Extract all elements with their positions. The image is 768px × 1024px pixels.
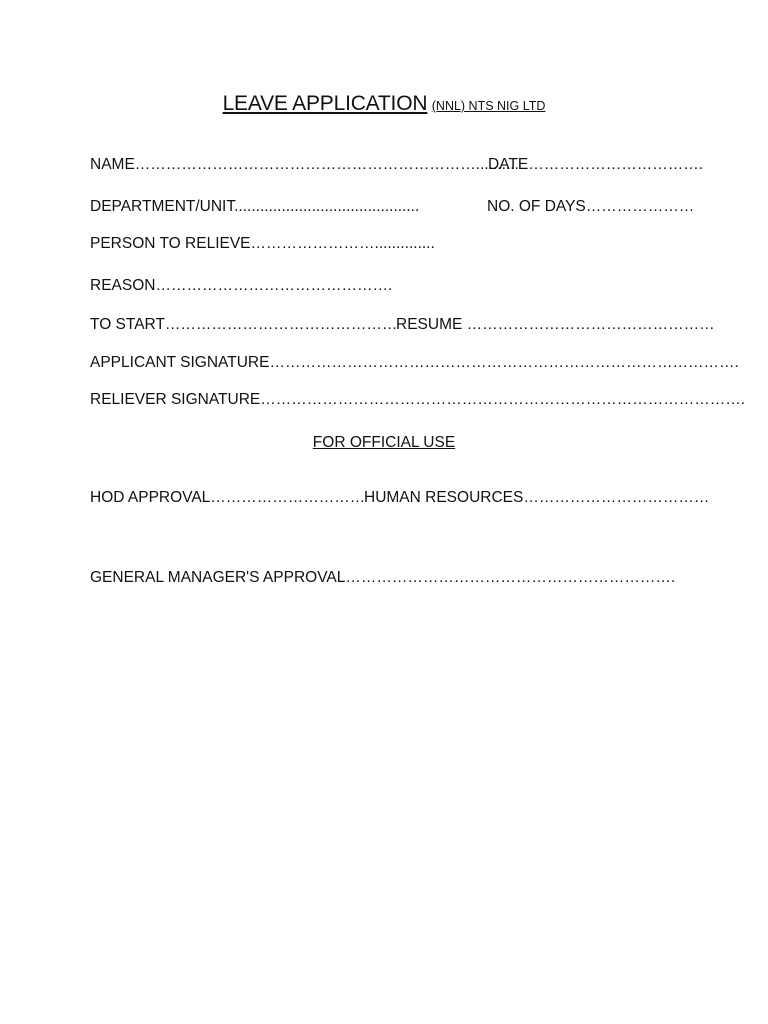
human-resources-field[interactable]: HUMAN RESOURCES……………………………… [364,489,710,506]
official-use-heading: FOR OFFICIAL USE [312,434,456,451]
reliever-signature-field[interactable]: RELIEVER SIGNATURE…………………………………………………………………………………. [90,391,746,408]
hod-approval-field[interactable]: HOD APPROVAL………………………… [90,489,366,506]
reason-field[interactable]: REASON………………………………………. [90,277,393,294]
department-unit-field[interactable]: DEPARTMENT/UNIT........................................... [90,198,420,215]
resume-field[interactable]: RESUME ………………………………………… [396,316,715,333]
form-title-main: LEAVE APPLICATION [222,92,428,115]
form-title-company: (NNL) NTS NIG LTD [431,99,546,113]
no-of-days-field[interactable]: NO. OF DAYS………………… [487,198,695,215]
general-manager-approval-field[interactable]: GENERAL MANAGER'S APPROVAL………………………………………………………. [90,569,676,586]
name-field[interactable]: NAME………………………………………………………….......... [90,156,519,173]
form-title [0,92,768,116]
to-start-field[interactable]: TO START……………………………………… [90,316,398,333]
person-to-relieve-field[interactable]: PERSON TO RELIEVE…………………….............. [90,235,435,252]
applicant-signature-field[interactable]: APPLICANT SIGNATURE………………………………………………………………………………. [90,354,739,371]
date-field[interactable]: DATE……………………………. [488,156,703,173]
